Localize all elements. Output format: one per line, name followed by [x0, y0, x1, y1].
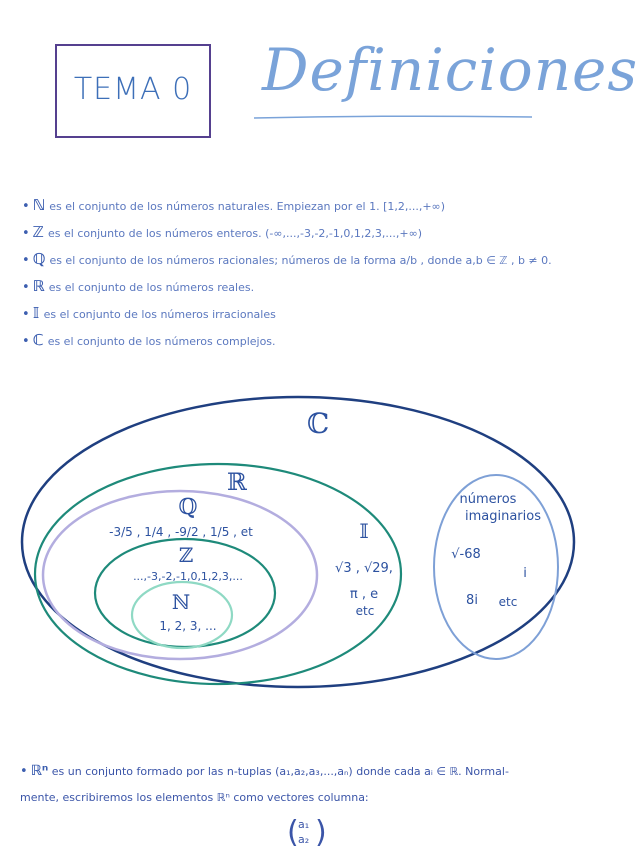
column-vector: [287, 816, 327, 856]
set-symbol: ℚ: [32, 250, 46, 268]
complex-set-ellipse: [22, 397, 574, 687]
set-symbol: ℝ: [32, 277, 45, 295]
vector-entry-a2: a₂: [298, 833, 310, 846]
bullet-icon: •: [22, 334, 30, 349]
set-symbol: ℂ: [32, 331, 44, 349]
rn-text-1: es un conjunto formado por las n-tuplas (a₁,a₂,a₃,...,aₙ) donde cada aᵢ ∈ ℝ. Normal-: [51, 765, 509, 778]
bullet-icon: •: [22, 199, 30, 214]
rn-symbol: ℝⁿ: [30, 763, 49, 779]
definition-irrationals: [22, 300, 582, 327]
definitions-list: [22, 192, 582, 354]
title-underline: [252, 114, 534, 120]
integer-examples: ...,-3,-2,-1,0,1,2,3,...: [133, 570, 243, 583]
bullet-icon: •: [20, 764, 28, 779]
definition-text: es el conjunto de los números racionales; números de la forma a/b , donde a,b ∈ ℤ , b ≠ 0.: [49, 254, 552, 267]
irrational-examples-roots: √3 , √29,: [335, 561, 393, 576]
rn-line-1: [20, 758, 590, 785]
definition-integers: [22, 219, 582, 246]
bullet-icon: •: [22, 280, 30, 295]
definition-text: es el conjunto de los números enteros. (-∞,...,-3,-2,-1,0,1,2,3,...,+∞): [48, 227, 423, 240]
imaginary-example-8i: 8i: [466, 593, 478, 608]
imaginary-example-root: √-68: [451, 547, 481, 562]
tema-label: TEMA 0: [73, 72, 193, 107]
irrational-label: 𝕀: [359, 519, 369, 543]
right-paren-icon: ): [315, 815, 327, 850]
complex-label: ℂ: [306, 407, 330, 440]
rn-definition: [20, 758, 590, 811]
natural-examples: 1, 2, 3, ...: [159, 619, 217, 633]
imaginary-example-i: i: [523, 566, 527, 581]
rn-line-2: mente, escribiremos los elementos ℝⁿ como vectores columna:: [20, 791, 369, 804]
set-symbol: ℤ: [32, 223, 44, 241]
page-title: Definiciones: [262, 36, 638, 104]
bullet-icon: •: [22, 253, 30, 268]
irrational-examples-constants: π , e: [349, 587, 379, 602]
definition-naturals: [22, 192, 582, 219]
definition-text: es el conjunto de los números reales.: [48, 281, 255, 294]
imaginary-example-etc: etc: [498, 595, 518, 609]
left-paren-icon: (: [287, 815, 299, 850]
vector-entry-a1: a₁: [298, 818, 310, 831]
bullet-icon: •: [22, 307, 30, 322]
imaginary-title-line1: números: [459, 492, 517, 507]
integer-label: ℤ: [178, 543, 194, 567]
number-sets-diagram: [0, 380, 600, 710]
definition-text: es el conjunto de los números naturales. Empiezan por el 1. [1,2,...,+∞): [49, 200, 446, 213]
natural-label: ℕ: [171, 590, 191, 614]
rational-examples: -3/5 , 1/4 , -9/2 , 1/5 , et: [109, 525, 253, 539]
imaginary-title-line2: imaginarios: [465, 509, 541, 524]
set-symbol: 𝕀: [32, 304, 40, 322]
real-label: ℝ: [227, 468, 247, 496]
irrational-examples-etc: etc: [355, 604, 375, 618]
definition-text: es el conjunto de los números irracionales: [43, 308, 276, 321]
definition-reals: [22, 273, 582, 300]
definition-rationals: [22, 246, 582, 273]
bullet-icon: •: [22, 226, 30, 241]
definition-text: es el conjunto de los números complejos.: [47, 335, 276, 348]
definition-complex: [22, 327, 582, 354]
set-symbol: ℕ: [32, 196, 46, 214]
rational-label: ℚ: [178, 495, 198, 520]
